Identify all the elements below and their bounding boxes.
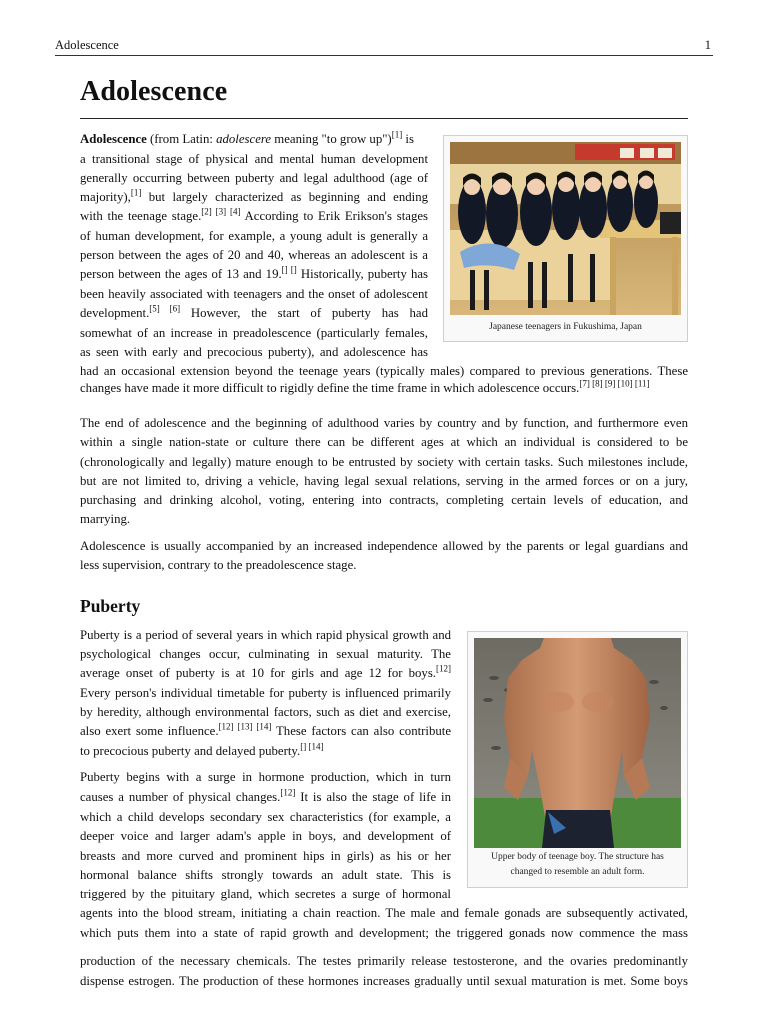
intro-line: changes have made it more difficult to rigidly define the time frame in which adolescence occurs.[7] [8] [9] [10] [11] [80,378,650,395]
photo-teenagers [450,142,681,315]
figure-caption: Japanese teenagers in Fukushima, Japan [489,322,642,332]
intro-line: a transitional stage of physical and mental human development [80,152,428,166]
figure-japanese-teenagers [443,135,688,342]
intro-line: somewhat of an increase in preadolescence (particularly females, [80,326,428,340]
running-header [55,37,713,56]
paragraph-adulthood: The end of adolescence and the beginning of adulthood varies by country and by function, and furthermore even within a single nation-state or culture there can be different ages at which an individual is considered to be (chronologically and legally) mature enough to be entrusted by society with certain tasks. Such milestones include, but are not limited to, driving a vehicle, having legal sexual relations, serving in the armed forces or on a jury, purchasing and drinking alcohol, voting, entering into contracts, completing certain levels of education, and marrying. [80,416,688,527]
page-number: 1 [704,38,711,52]
title-divider [80,118,688,119]
intro-line: with the teenage stage.[2] [3] [4] According to Erik Erikson's stages [80,206,429,223]
intro-line: majority),[1] but largely characterized as beginning and ending [80,187,428,204]
intro-line: had an occasional extension beyond the teenage years (typically males) compared to previous generations. These [80,364,688,378]
photo-teenage-boy [474,638,681,848]
intro-line: as seen with early and precocious puberty), and adolescence has [80,345,428,359]
figure-teenage-boy [467,631,688,888]
intro-line-1: Adolescence (from Latin: adolescere meaning "to grow up")[1] is [80,129,414,146]
intro-line: generally occurring between puberty and legal adulthood (age of [80,171,428,185]
intro-line: of human development, for example, a young adult is generally a [80,229,428,243]
figure-caption: Upper body of teenage boy. The structure has changed to resemble an adult form. [491,852,664,877]
article-title: Adolescence [80,76,228,107]
intro-line: been heavily associated with teenagers and the onset of adolescent [80,287,428,301]
paragraph-independence: Adolescence is usually accompanied by an increased independence allowed by the parents or legal guardians and less supervision, contrary to the preadolescence stage. [80,539,688,573]
section-heading-puberty: Puberty [80,596,141,616]
intro-line: person between the ages of 13 and 19.[] [] Historically, puberty has [80,264,429,281]
running-title: Adolescence [55,38,119,52]
intro-line: development.[5] [6] However, the start of puberty has had [80,303,428,320]
intro-line: person between the ages of 20 and 40, whereas an adolescent is a [80,248,428,262]
